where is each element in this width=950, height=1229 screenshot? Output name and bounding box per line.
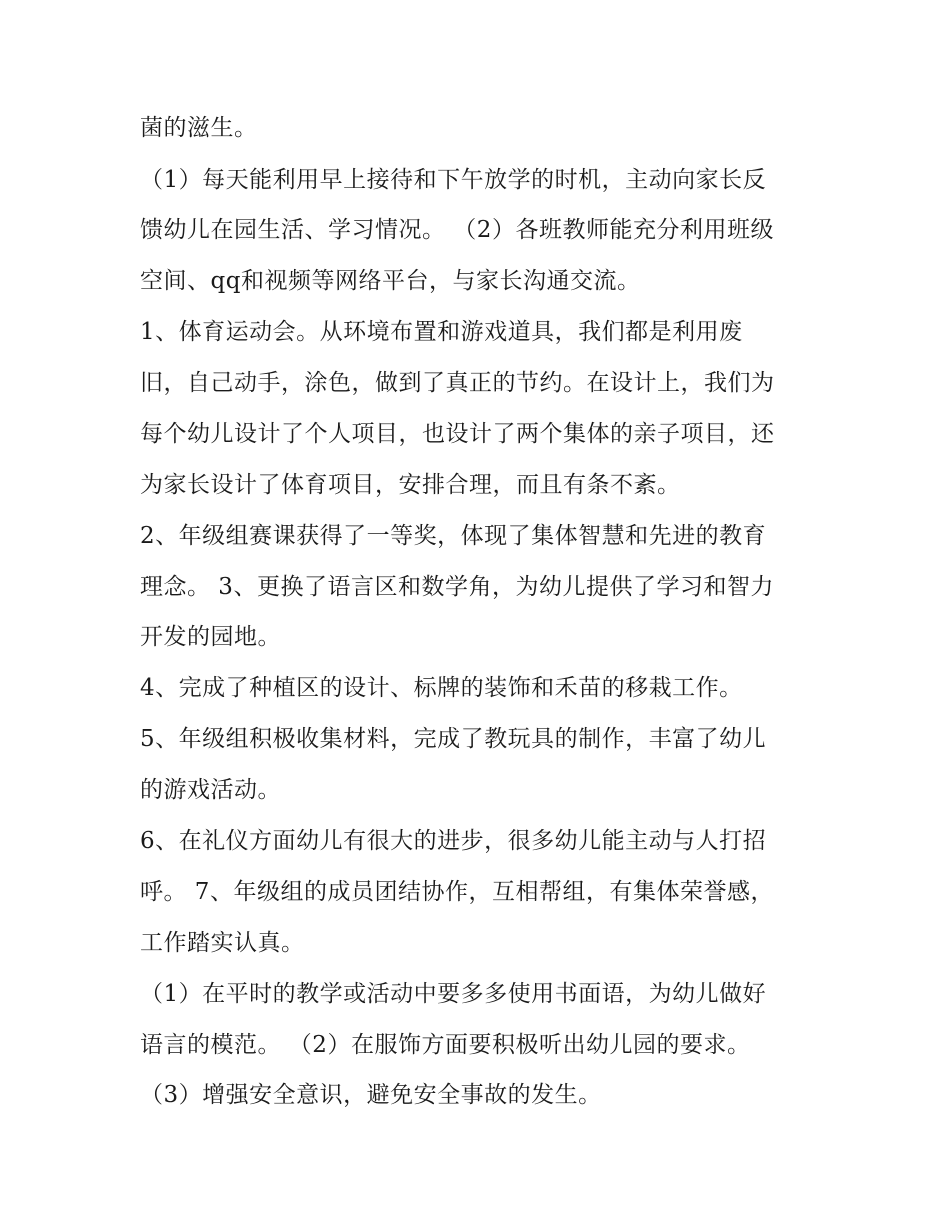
text-line: 菌的滋生。 xyxy=(140,115,258,141)
text-line: 每个幼儿设计了个人项目，也设计了两个集体的亲子项目，还 xyxy=(140,421,775,447)
text-line: 5、年级组积极收集材料，完成了教玩具的制作，丰富了幼儿 xyxy=(140,726,767,752)
text-line: 2、年级组赛课获得了一等奖，体现了集体智慧和先进的教育 xyxy=(140,523,767,549)
text-line: 为家长设计了体育项目，安排合理，而且有条不紊。 xyxy=(140,472,681,498)
text-line: （1）在平时的教学或活动中要多多使用书面语，为幼儿做好 xyxy=(140,981,767,1007)
text-line: （3）增强安全意识，避免安全事故的发生。 xyxy=(140,1082,602,1108)
text-line: 4、完成了种植区的设计、标牌的装饰和禾苗的移栽工作。 xyxy=(140,675,743,701)
text-line: 开发的园地。 xyxy=(140,624,281,650)
text-line: （1）每天能利用早上接待和下午放学的时机，主动向家长反 xyxy=(140,167,767,193)
text-line: 语言的模范。 （2）在服饰方面要积极听出幼儿园的要求。 xyxy=(140,1032,751,1058)
text-line: 工作踏实认真。 xyxy=(140,930,305,956)
text-line: 空间、qq和视频等网络平台，与家长沟通交流。 xyxy=(140,268,641,294)
text-line: 的游戏活动。 xyxy=(140,777,281,803)
text-line: 1、体育运动会。从环境布置和游戏道具，我们都是利用废 xyxy=(140,319,743,345)
text-line: 理念。 3、更换了语言区和数学角，为幼儿提供了学习和智力 xyxy=(140,574,774,600)
text-line: 呼。 7、年级组的成员团结协作，互相帮组，有集体荣誉感， xyxy=(140,879,774,905)
text-line: 馈幼儿在园生活、学习情况。 （2）各班教师能充分利用班级 xyxy=(140,217,774,243)
text-line: 旧，自己动手，涂色，做到了真正的节约。在设计上，我们为 xyxy=(140,370,775,396)
text-line: 6、在礼仪方面幼儿有很大的进步，很多幼儿能主动与人打招 xyxy=(140,828,767,854)
